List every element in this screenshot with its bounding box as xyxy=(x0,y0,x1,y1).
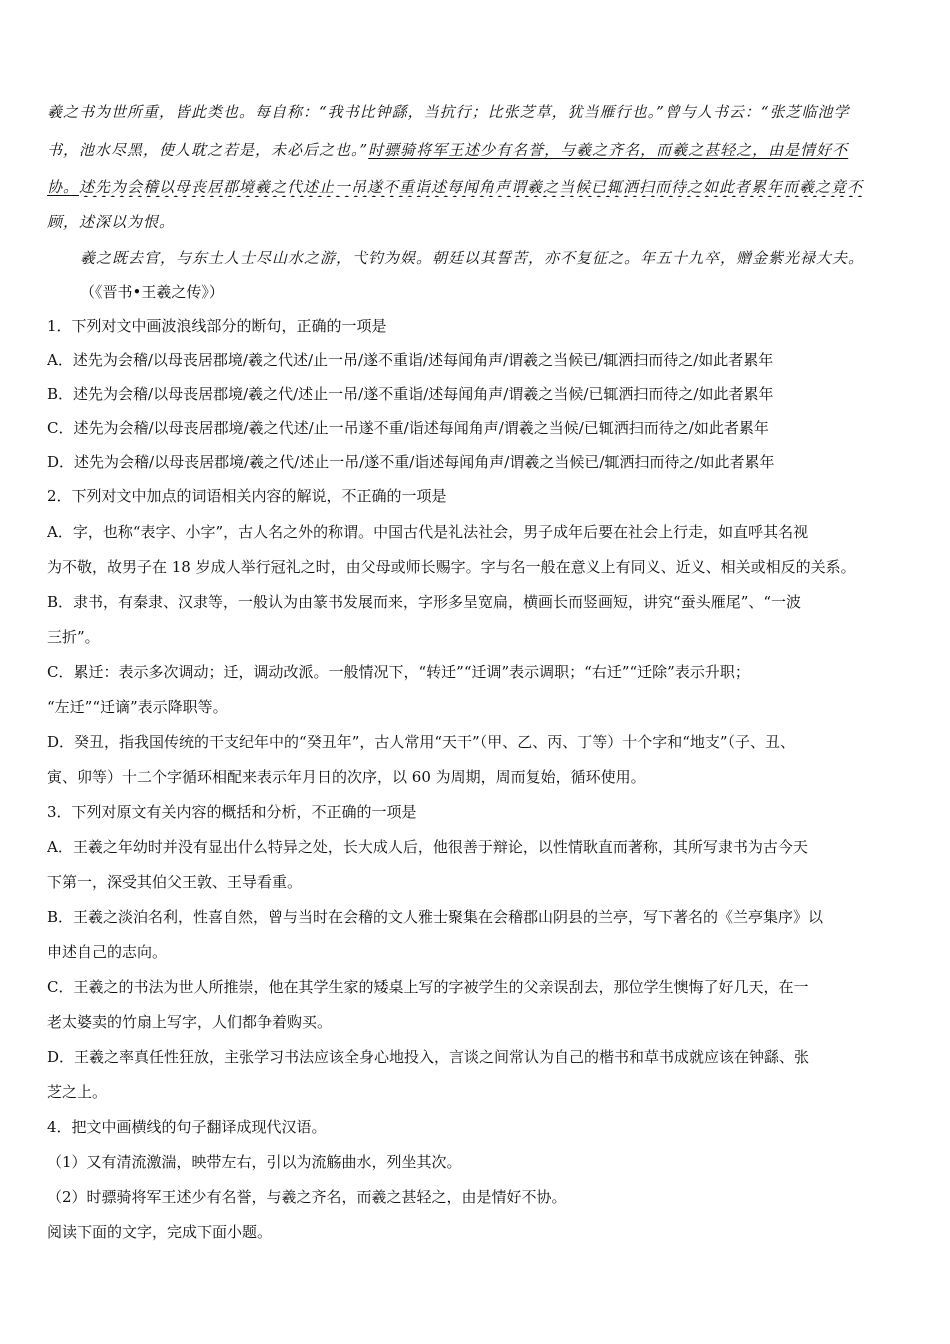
q2-option-c-line2: “左迁”“迁谪”表示降职等。 xyxy=(47,698,228,716)
q3-option-a-line2: 下第一，深受其伯父王敦、王导看重。 xyxy=(47,873,303,891)
question-2-stem: 2．下列对文中加点的词语相关内容的解说，不正确的一项是 xyxy=(47,487,447,505)
passage-line-2-text: 书，池水尽黑，使人耽之若是，未必后之也。” xyxy=(47,141,369,159)
underlined-sentence-part2: 协。 xyxy=(47,178,80,196)
q2-option-d-line1: D．癸丑，指我国传统的干支纪年中的“癸丑年”，古人常用“天干”（甲、乙、丙、丁等）十个字和“地支”（子、丑、 xyxy=(47,733,796,751)
q1-option-a: A．述先为会稽/以母丧居郡境/羲之代述/止一吊/遂不重诣/述每闻角声/谓羲之当候已/辄洒扫而待之/如此者累年 xyxy=(47,351,774,369)
q2-option-a-line1: A．字，也称“表字、小字”，古人名之外的称谓。中国古代是礼法社会，男子成年后要在社会上行走，如直呼其名视 xyxy=(47,523,809,541)
passage-line-3 xyxy=(47,177,917,197)
q4-sentence-2: （2）时骠骑将军王述少有名誉，与羲之齐名，而羲之甚轻之，由是情好不协。 xyxy=(47,1188,567,1206)
q2-option-a-line2: 为不敬，故男子在 18 岁成人举行冠礼之时，由父母或师长赐字。字与名一般在意义上有同义、近义、相关或相反的关系。 xyxy=(47,558,856,576)
q1-option-b: B．述先为会稽/以母丧居郡境/羲之代/述止一吊/遂不重诣/述每闻角声/谓羲之当候/已辄洒扫而待之/如此者累年 xyxy=(47,385,774,403)
passage-line-4: 顾，述深以为恨。 xyxy=(47,213,176,231)
q4-sentence-1: （1）又有清流激湍，映带左右，引以为流觞曲水，列坐其次。 xyxy=(47,1153,462,1171)
q3-option-d-line1: D．王羲之率真任性狂放，主张学习书法应该全身心地投入，言谈之间常认为自己的楷书和草书成就应该在钟繇、张 xyxy=(47,1048,810,1066)
wavy-underlined-passage: 述先为会稽以母丧居郡境羲之代述止一吊遂不重诣述每闻角声谓羲之当候已辄洒扫而待之如此者累年而羲之竟不 xyxy=(79,178,864,196)
q3-option-c-line1: C．王羲之的书法为世人所推崇，他在其学生家的矮桌上写的字被学生的父亲误刮去，那位学生懊悔了好几天，在一 xyxy=(47,978,809,996)
q3-option-c-line2: 老太婆卖的竹扇上写字，人们都争着购买。 xyxy=(47,1013,333,1031)
q3-option-b-line2: 申述自己的志向。 xyxy=(47,943,168,961)
underlined-sentence-part1: 时骠骑将军王述少有名誉，与羲之齐名，而羲之甚轻之，由是情好不 xyxy=(368,141,849,159)
question-1-stem: 1．下列对文中画波浪线部分的断句，正确的一项是 xyxy=(47,317,387,335)
passage-line-2 xyxy=(47,140,917,160)
q2-option-b-line1: B．隶书，有秦隶、汉隶等，一般认为由篆书发展而来，字形多呈宽扁，横画长而竖画短，讲究“蚕头雁尾”、“一波 xyxy=(47,593,802,611)
q2-option-c-line1: C．累迁：表示多次调动；迁，调动改派。一般情况下，“转迁”“迁调”表示调职；“右迁”“迁除”表示升职； xyxy=(47,663,750,681)
reading-instruction: 阅读下面的文字，完成下面小题。 xyxy=(47,1223,273,1241)
q3-option-d-line2: 芝之上。 xyxy=(47,1083,108,1101)
q3-option-a-line1: A．王羲之年幼时并没有显出什么特异之处，长大成人后，他很善于辩论，以性情耿直而著称，其所写隶书为古今天 xyxy=(47,838,808,856)
q2-option-d-line2: 寅、卯等）十二个字循环相配来表示年月日的次序，以 60 为周期，周而复始，循环使用。 xyxy=(47,768,646,786)
passage-source: （《晋书•王羲之传》） xyxy=(80,283,224,301)
q1-option-d: D．述先为会稽/以母丧居郡境/羲之代/述止一吊/遂不重/诣述每闻角声/谓羲之当候已/辄洒扫而待之/如此者累年 xyxy=(47,453,775,471)
passage-line-5: 羲之既去官，与东土人士尽山水之游，弋钓为娱。朝廷以其誓苦，亦不复征之。年五十九卒，赠金紫光禄大夫。 xyxy=(80,249,865,267)
q1-option-c: C．述先为会稽/以母丧居郡境/羲之代述/止一吊遂不重/诣述每闻角声/谓羲之当候/已辄洒扫而待之/如此者累年 xyxy=(47,419,769,437)
passage-line-1: 羲之书为世所重，皆此类也。每自称：“我书比钟繇，当抗行；比张芝草，犹当雁行也。”曾与人书云：“张芝临池学 xyxy=(47,103,850,121)
q3-option-b-line1: B．王羲之淡泊名利，性喜自然，曾与当时在会稽的文人雅士聚集在会稽郡山阴县的兰亭，写下著名的《兰亭集序》以 xyxy=(47,908,824,926)
question-4-stem: 4．把文中画横线的句子翻译成现代汉语。 xyxy=(47,1118,327,1136)
question-3-stem: 3．下列对原文有关内容的概括和分析，不正确的一项是 xyxy=(47,803,417,821)
q2-option-b-line2: 三折”。 xyxy=(47,628,100,646)
